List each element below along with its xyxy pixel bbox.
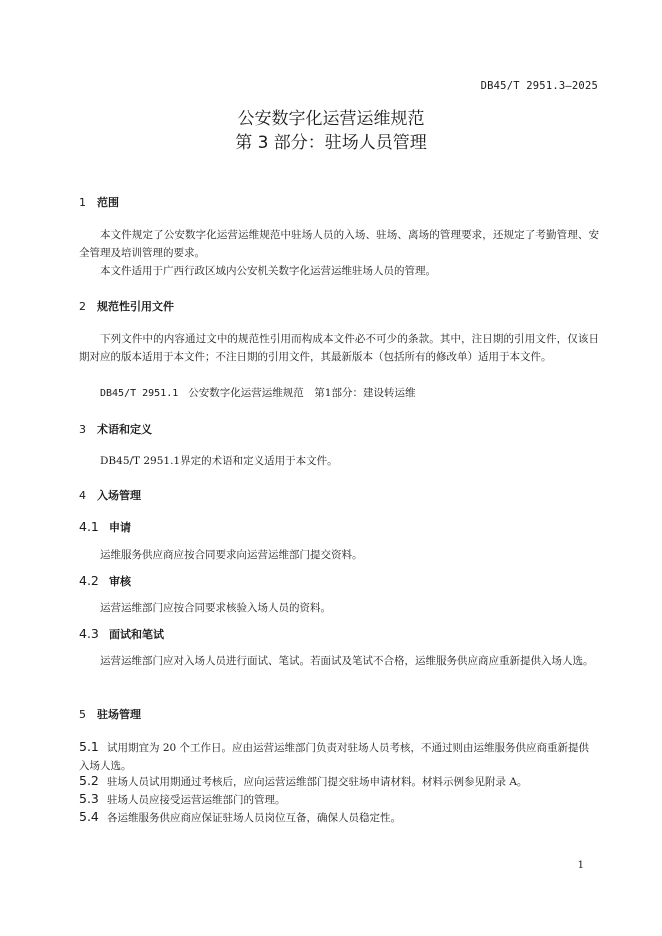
subsection-4-3-heading (79, 626, 164, 642)
section-number: 3 (79, 423, 86, 436)
normative-reference (100, 385, 415, 400)
subsection-title: 申请 (109, 521, 131, 534)
subsection-title: 审核 (109, 575, 131, 588)
section-3-paragraph-1: DB45/T 2951.1界定的术语和定义适用于本文件。 (100, 455, 338, 467)
section-1-heading (79, 194, 119, 210)
reference-title: 公安数字化运营运维规范 第1部分：建设转运维 (188, 387, 416, 399)
section-title: 驻场管理 (97, 708, 141, 721)
section-2-paragraph-1: 下列文件中的内容通过文中的规范性引用而构成本文件必不可少的条款。其中，注日期的引用文件，仅该日期对应的版本适用于本文件；不注日期的引用文件，其最新版本（包括所有的修改单）适用于本文件。 (79, 333, 599, 363)
subsection-4-2-heading (79, 573, 131, 589)
document-title-line-2: 第 3 部分：驻场人员管理 (235, 133, 427, 153)
section-5-heading (79, 706, 141, 722)
page-number: 1 (577, 860, 584, 871)
clause-5-3 (79, 790, 599, 809)
section-title: 入场管理 (97, 489, 141, 502)
section-1-paragraph-1: 本文件规定了公安数字化运营运维规范中驻场人员的入场、驻场、离场的管理要求，还规定了考勤管理、安全管理及培训管理的要求。 (79, 229, 599, 259)
subsection-4-1-text: 运维服务供应商应按合同要求向运营运维部门提交资料。 (100, 549, 363, 561)
clause-text: 各运维服务供应商应保证驻场人员岗位互备，确保人员稳定性。 (107, 812, 401, 824)
section-title: 规范性引用文件 (97, 300, 174, 313)
clause-number: 5.3 (79, 791, 99, 806)
section-number: 2 (79, 300, 86, 313)
subsection-4-3-text: 运营运维部门应对入场人员进行面试、笔试。若面试及笔试不合格，运维服务供应商应重新提供入场人选。 (100, 655, 594, 667)
subsection-4-1-heading (79, 519, 131, 535)
section-number: 4 (79, 489, 86, 502)
section-number: 5 (79, 708, 86, 721)
clause-text: 驻场人员应接受运营运维部门的管理。 (107, 794, 286, 806)
subsection-4-2-text: 运营运维部门应按合同要求核验入场人员的资料。 (100, 602, 331, 614)
subsection-number: 4.3 (79, 626, 99, 641)
section-number: 1 (79, 196, 86, 209)
clause-text: 驻场人员试用期通过考核后，应向运营运维部门提交驻场申请材料。材料示例参见附录 A。 (107, 776, 528, 788)
clause-text: 试用期宜为 20 个工作日。应由运营运维部门负责对驻场人员考核，不通过则由运维服务供应商重新提供入场人选。 (79, 742, 590, 772)
reference-code: DB45/T 2951.1 (100, 388, 179, 399)
section-2-heading (79, 298, 174, 314)
section-4-heading (79, 487, 141, 503)
document-code: DB45/T 2951.3—2025 (480, 80, 598, 92)
clause-number: 5.2 (79, 773, 99, 788)
section-title: 术语和定义 (97, 423, 152, 436)
clause-number: 5.1 (79, 739, 99, 754)
section-3-heading (79, 421, 152, 437)
clause-5-2 (79, 772, 599, 791)
clause-5-1 (79, 738, 599, 775)
subsection-title: 面试和笔试 (109, 628, 164, 641)
document-title-line-1: 公安数字化运营运维规范 (237, 109, 425, 129)
section-title: 范围 (97, 196, 119, 209)
section-1-paragraph-2: 本文件适用于广西行政区域内公安机关数字化运营运维驻场人员的管理。 (100, 265, 436, 277)
clause-5-4 (79, 808, 599, 827)
subsection-number: 4.2 (79, 573, 99, 588)
subsection-number: 4.1 (79, 519, 99, 534)
clause-number: 5.4 (79, 809, 99, 824)
